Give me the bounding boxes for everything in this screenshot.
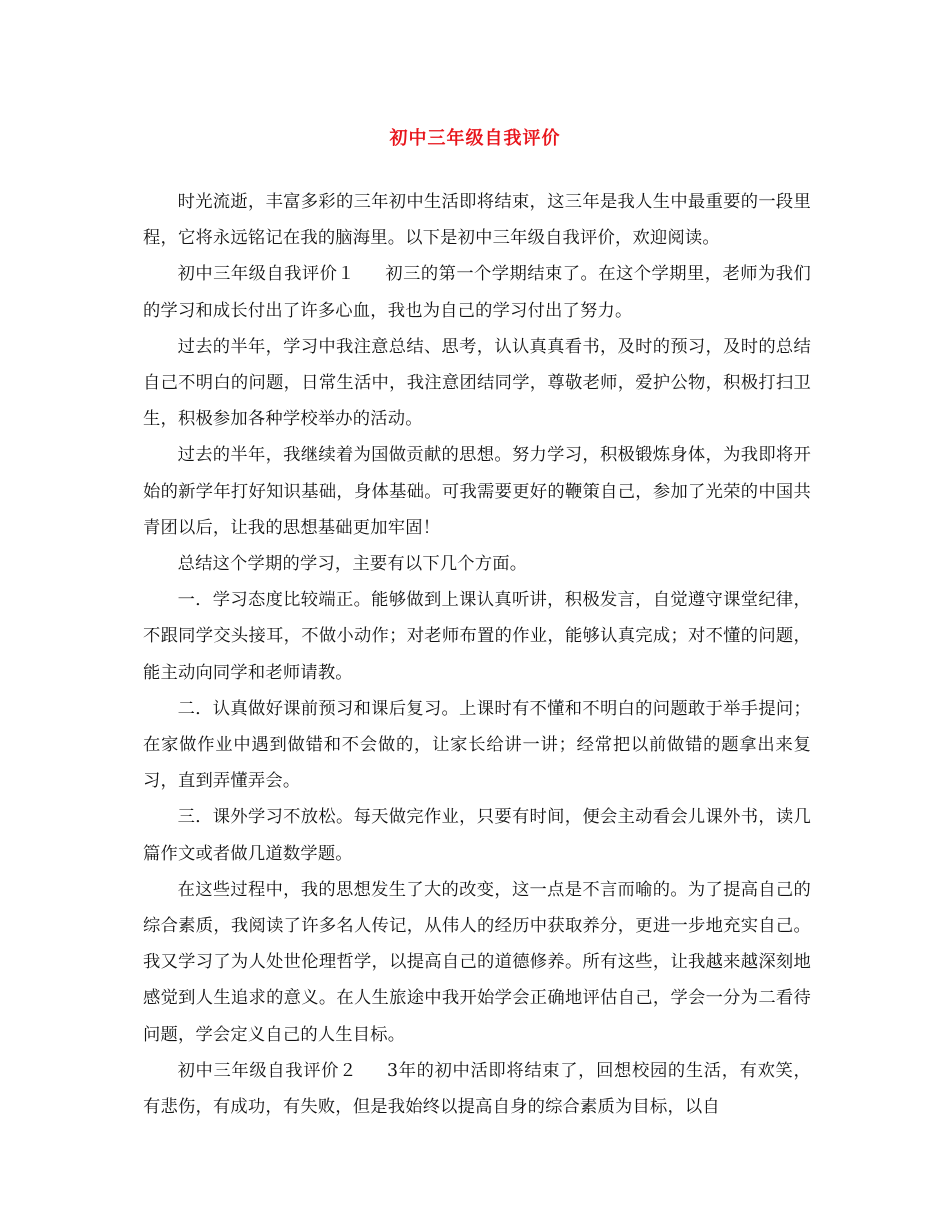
document-title: 初中三年级自我评价 (389, 128, 561, 149)
paragraph-point-two: 二．认真做好课前预习和课后复习。上课时有不懂和不明白的问题敢于举手提问；在家做作业中遇到做错和不会做的，让家长给讲一讲；经常把以前做错的题拿出来复习，直到弄懂弄会。 (143, 698, 811, 792)
section-label-eval2: 初中三年级自我评价２ (177, 1060, 358, 1081)
paragraph-study-habits: 过去的半年，学习中我注意总结、思考，认认真真看书，及时的预习，及时的总结自己不明白的问题，日常生活中，我注意团结同学，尊敬老师，爱护公物，积极打扫卫生，积极参加各种学校举办的活动。 (143, 336, 811, 430)
paragraph-reflection: 在这些过程中，我的思想发生了大的改变，这一点是不言而喻的。为了提高自己的综合素质，我阅读了许多名人传记，从伟人的经历中获取养分，更进一步地充实自己。我又学习了为人处世伦理哲学，以提高自己的道德修养。所有这些，让我越来越深刻地感觉到人生追求的意义。在人生旅途中我开始学会正确地评估自己，学会一分为二看待问题，学会定义自己的人生目标。 (143, 879, 811, 1045)
paragraph-patriotism: 过去的半年，我继续着为国做贡献的思想。努力学习，积极锻炼身体，为我即将开始的新学年打好知识基础，身体基础。可我需要更好的鞭策自己，参加了光荣的中国共青团以后，让我的思想基础更加牢固！ (143, 445, 811, 538)
paragraph-eval2-text: 3年的初中活即将结束了，回想校园的生活，有欢笑，有悲伤，有成功，有失败，但是我始终以提高自身的综合素质为目标，以自 (143, 1060, 811, 1118)
paragraph-point-one: 一．学习态度比较端正。能够做到上课认真听讲，积极发言，自觉遵守课堂纪律，不跟同学交头接耳，不做小动作；对老师布置的作业，能够认真完成；对不懂的问题，能主动向同学和老师请教。 (143, 590, 811, 683)
paragraph-eval2-start (143, 1053, 811, 1125)
section-label-eval1: 初中三年级自我评价１ (177, 264, 356, 285)
paragraph-summary-intro: 总结这个学期的学习，主要有以下几个方面。 (177, 554, 528, 575)
paragraph-eval1-start (143, 256, 811, 328)
document-body (143, 184, 811, 1125)
paragraph-point-three: 三．课外学习不放松。每天做完作业，只要有时间，便会主动看会儿课外书，读几篇作文或者做几道数学题。 (143, 807, 811, 864)
paragraph-intro: 时光流逝，丰富多彩的三年初中生活即将结束，这三年是我人生中最重要的一段里程，它将永远铭记在我的脑海里。以下是初中三年级自我评价，欢迎阅读。 (143, 192, 811, 249)
paragraph-eval1-text: 初三的第一个学期结束了。在这个学期里，老师为我们的学习和成长付出了许多心血，我也为自己的学习付出了努力。 (143, 264, 811, 321)
